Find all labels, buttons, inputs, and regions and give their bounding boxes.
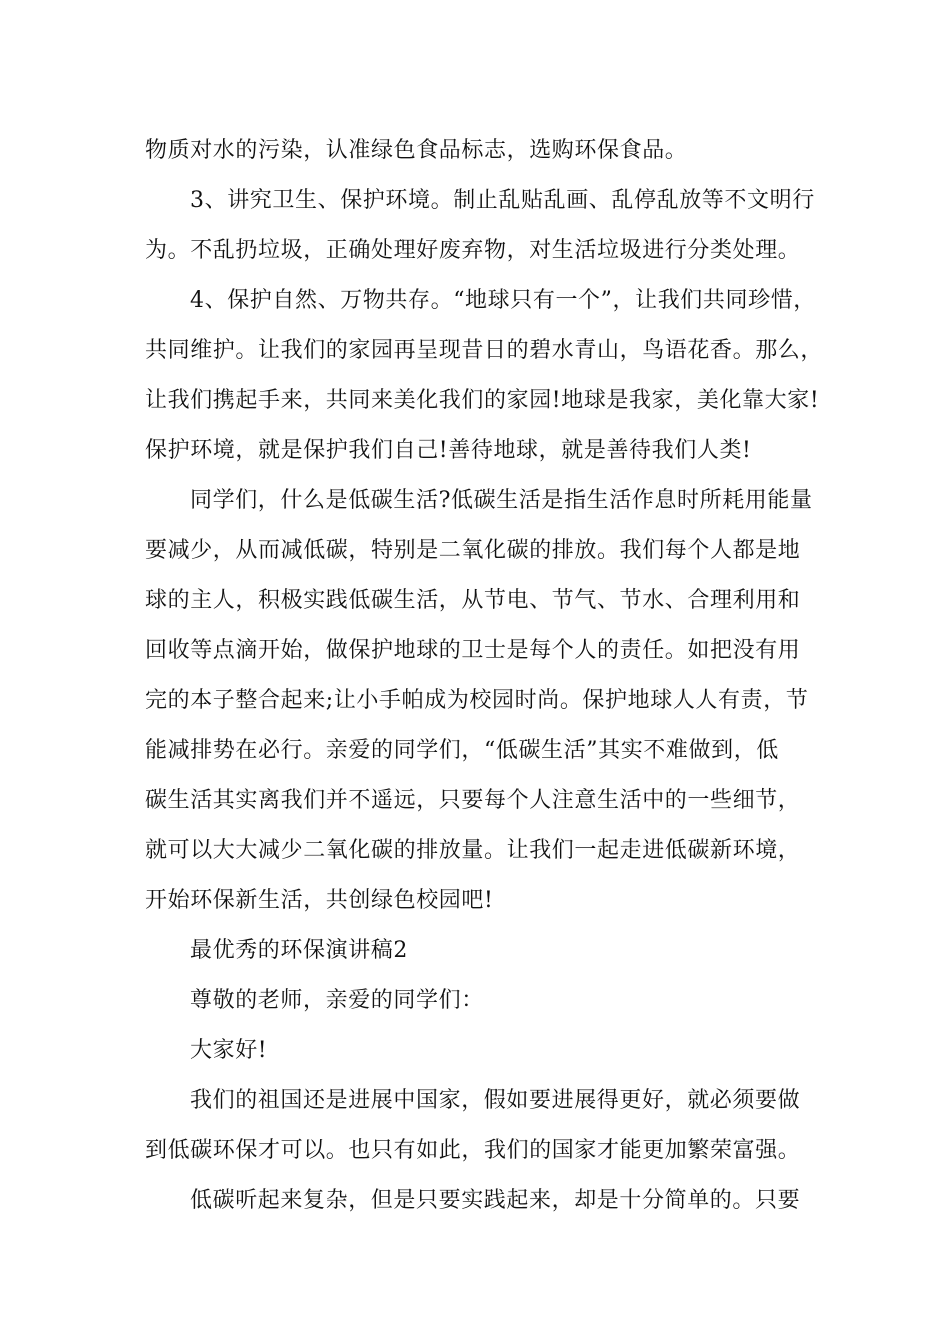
text-line: 4、保护自然、万物共存。“地球只有一个”，让我们共同珍惜， xyxy=(190,288,816,313)
text-line: 共同维护。让我们的家园再呈现昔日的碧水青山，鸟语花香。那么， xyxy=(145,338,824,363)
text-line: 保护环境，就是保护我们自己!善待地球，就是善待我们人类! xyxy=(145,438,752,463)
text-line: 低碳听起来复杂，但是只要实践起来，却是十分简单的。只要 xyxy=(190,1188,801,1213)
text-line: 物质对水的污染，认准绿色食品标志，选购环保食品。 xyxy=(145,138,688,163)
text-line: 完的本子整合起来;让小手帕成为校园时尚。保护地球人人有责，节 xyxy=(145,688,809,713)
text-line: 尊敬的老师，亲爱的同学们： xyxy=(190,988,484,1013)
text-line: 到低碳环保才可以。也只有如此，我们的国家才能更加繁荣富强。 xyxy=(145,1138,801,1163)
text-line: 回收等点滴开始，做保护地球的卫士是每个人的责任。如把没有用 xyxy=(145,638,801,663)
text-line: 让我们携起手来，共同来美化我们的家园!地球是我家，美化靠大家! xyxy=(145,388,820,413)
text-line: 碳生活其实离我们并不遥远，只要每个人注意生活中的一些细节， xyxy=(145,788,801,813)
text-line: 要减少，从而减低碳，特别是二氧化碳的排放。我们每个人都是地 xyxy=(145,538,801,563)
text-line: 大家好! xyxy=(190,1038,268,1063)
section-heading: 最优秀的环保演讲稿2 xyxy=(190,938,408,963)
text-line: 球的主人，积极实践低碳生活，从节电、节气、节水、合理利用和 xyxy=(145,588,801,613)
text-line: 为。不乱扔垃圾，正确处理好废弃物，对生活垃圾进行分类处理。 xyxy=(145,238,801,263)
text-line: 开始环保新生活，共创绿色校园吧! xyxy=(145,888,494,913)
text-line: 能减排势在必行。亲爱的同学们，“低碳生活”其实不难做到，低 xyxy=(145,738,779,763)
text-line: 我们的祖国还是进展中国家，假如要进展得更好，就必须要做 xyxy=(190,1088,801,1113)
text-line: 就可以大大减少二氧化碳的排放量。让我们一起走进低碳新环境， xyxy=(145,838,801,863)
text-line: 3、讲究卫生、保护环境。制止乱贴乱画、乱停乱放等不文明行 xyxy=(190,188,815,213)
text-line: 同学们，什么是低碳生活?低碳生活是指生活作息时所耗用能量 xyxy=(190,488,813,513)
